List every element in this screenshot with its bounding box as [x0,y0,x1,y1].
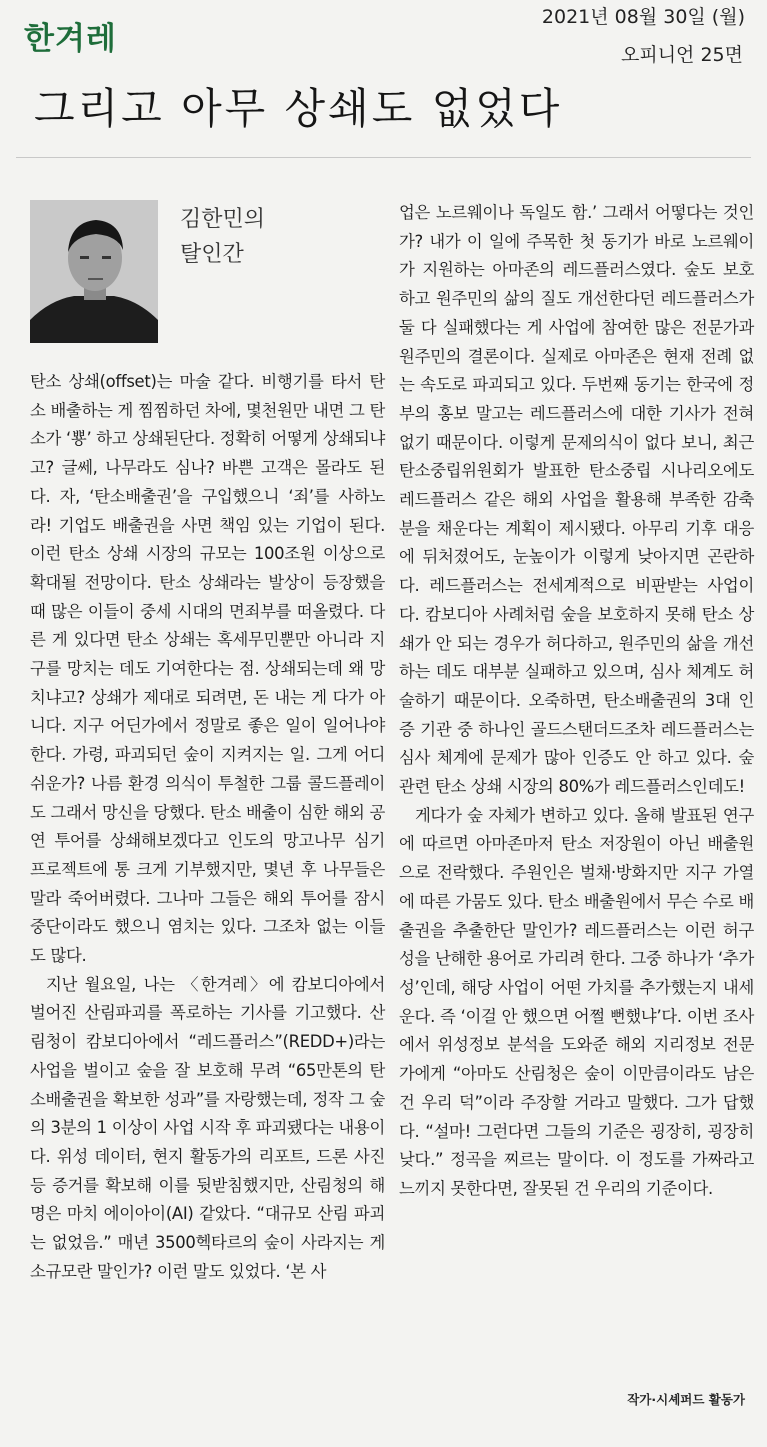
headline-divider [16,157,751,158]
article-column-right [399,199,754,1204]
author-photo [30,200,158,343]
article-paragraph [30,971,385,1287]
article-paragraph-part: 지난 월요일, 나는 〈한겨레〉에 캄보디아에서 벌어진 산림파괴를 폭로하는 기사를 기고했다. 산림청이 캄보디아에서 “레드플러스”(REDD+)라는 사업을 벌이고 숲을 잘 보호해 무려 “65만톤의 탄소배출권을 확보한 성과”를 자랑했는데, 정작 그 숲의 3분의 1 이상이 사업 시작 후 파괴됐다는 내용이다. 위성 데이터, 현지 활동가의 리포트, 드론 사진 등 증거를 확보해 이를 뒷받침했지만, 산림청의 해명은 마치 에이아이(AI) 같았다. “대규모 산림 파괴는 없었음.” 매년 3500헥타르의 숲이 사라지는 게 소규모란 말인가? 이런 말도 있었다. ‘본 사 [30,974,385,1281]
column-title: 탈인간 [180,242,244,267]
newspaper-logo: 한겨레 [24,21,117,57]
section-page: 오피니언 25면 [621,44,743,66]
article-paragraph-part: 업은 노르웨이나 독일도 함.’ 그래서 어떻다는 것인가? 내가 이 일에 주목한 첫 동기가 바로 노르웨이가 지원하는 아마존의 레드플러스였다. 숲도 보호하고 원주민의 삶의 질도 개선한다던 레드플러스가 둘 다 실패했다는 게 사업에 참여한 많은 전문가과 원주민의 결론이다. 실제로 아마존은 현재 전례 없는 속도로 파괴되고 있다. 두번째 동기는 한국에 정부의 홍보 말고는 레드플러스에 대한 기사가 전혀 없기 때문이다. 이렇게 문제의식이 없다 보니, 최근 탄소중립위원회가 발표한 탄소중립 시나리오에도 레드플러스 같은 해외 사업을 활용해 부족한 감축분을 채운다는 계획이 제시됐다. 아무리 기후 대응에 뒤처졌어도, 눈높이가 이렇게 낮아지면 곤란하다. 레드플러스는 전세계적으로 비판받는 사업이다. 캄보디아 사례처럼 숲을 보호하지 못해 탄소 상쇄가 안 되는 경우가 허다하고, 원주민의 삶을 개선하는 데도 대부분 실패하고 있으며, 심사 체계도 허술하기 때문이다. 오죽하면, 탄소배출권의 3대 인증 기관 중 하나인 골드스탠더드조차 레드플러스는 심사 체계에 문제가 많아 인증도 안 하고 있다. 숲 관련 탄소 상쇄 시장의 80%가 레드플러스인데도! [399,203,754,797]
author-credit: 작가·시셰퍼드 활동가 [627,1392,745,1407]
issue-date: 2021년 08월 30일 (월) [541,6,745,28]
column-byline [180,202,265,272]
article-paragraph-continued [399,199,754,802]
article-paragraph: 탄소 상쇄(offset)는 마술 같다. 비행기를 타서 탄소 배출하는 게 찜찜하던 차에, 몇천원만 내면 그 탄소가 ‘뿅’ 하고 상쇄된단다. 정확히 어떻게 상쇄되냐고? 글쎄, 나무라도 심나? 바쁜 고객은 몰라도 된다. 자, ‘탄소배출권’을 구입했으니 ‘죄’를 사하노라! 기업도 배출권을 사면 책임 있는 기업이 된다. 이런 탄소 상쇄 시장의 규모는 100조원 이상으로 확대될 전망이다. 탄소 상쇄라는 발상이 등장했을 때 많은 이들이 중세 시대의 면죄부를 떠올렸다. 다른 게 있다면 탄소 상쇄는 혹세무민뿐만 아니라 지구를 망치는 데도 기여한다는 점. 상쇄되는데 왜 망치냐고? 상쇄가 제대로 되려면, 돈 내는 게 다가 아니다. 지구 어딘가에서 정말로 좋은 일이 일어나야 한다. 가령, 파괴되던 숲이 지켜지는 일. 그게 어디 쉬운가? 나름 환경 의식이 투철한 그룹 콜드플레이도 그래서 망신을 당했다. 탄소 배출이 심한 해외 공연 투어를 상쇄해보겠다고 인도의 망고나무 심기 프로젝트에 통 크게 기부했지만, 몇년 후 나무들은 말라 죽어버렸다. 그나마 그들은 해외 투어를 잠시 중단이라도 했으니 염치는 있다. 그조차 없는 이들도 많다. [30,372,385,966]
author-portrait-icon [30,200,158,343]
column-name: 김한민의 [180,207,266,232]
article-column-left [30,368,385,1287]
headline: 그리고 아무 상쇄도 없었다 [34,84,563,133]
article-paragraph: 게다가 숲 자체가 변하고 있다. 올해 발표된 연구에 따르면 아마존마저 탄소 저장원이 아닌 배출원으로 전락했다. 주원인은 벌채·방화지만 지구 가열에 따른 가뭄도 있다. 탄소 배출원에서 무슨 수로 배출권을 추출한단 말인가? 레드플러스는 이런 허구성을 난해한 용어로 가리려 한다. 그중 하나가 ‘추가성’인데, 해당 사업이 어떤 가치를 추가했는지 내세운다. 즉 ‘이걸 안 했으면 어쩔 뻔했냐’다. 이번 조사에서 위성정보 분석을 도와준 해외 지리정보 전문가에게 “아마도 산림청은 숲이 이만큼이라도 남은 건 우리 덕”이라 주장할 거라고 말했다. 그가 답했다. “설마! 그런다면 그들의 기준은 굉장히, 굉장히 낮다.” 정곡을 찌르는 말이다. 이 정도를 가짜라고 느끼지 못한다면, 잘못된 건 우리의 기준이다. [399,805,754,1198]
